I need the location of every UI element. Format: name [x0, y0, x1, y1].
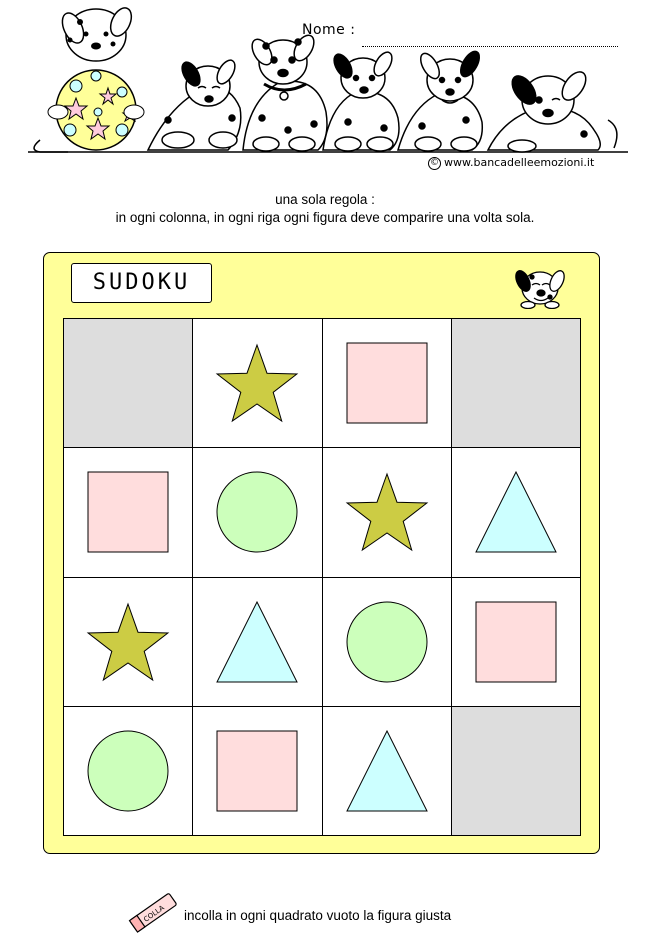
triangle-icon — [466, 462, 566, 562]
rule-text: in ogni colonna, in ogni riga ogni figura deve comparire una volta sola. — [115, 210, 535, 225]
star-icon — [78, 592, 178, 692]
footer-instruction: incolla in ogni quadrato vuoto la figura giusta — [184, 908, 452, 923]
grid-cell-r1-c2 — [193, 319, 321, 447]
triangle-icon — [337, 721, 437, 821]
square-icon — [337, 333, 437, 433]
name-label: Nome : — [302, 22, 356, 38]
star-icon — [207, 333, 307, 433]
circle-shape — [217, 472, 297, 552]
grid-cell-r1-c1[interactable] — [64, 319, 192, 447]
triangle-shape — [476, 472, 556, 552]
circle-icon — [207, 462, 307, 562]
grid-cell-r2-c4 — [452, 448, 580, 576]
website-text: www.bancadelleemozioni.it — [444, 156, 595, 169]
grid-cell-r2-c1 — [64, 448, 192, 576]
grid-cell-r3-c2 — [193, 578, 321, 706]
grid-cell-r1-c4[interactable] — [452, 319, 580, 447]
website-credit — [428, 156, 594, 170]
circle-icon — [78, 721, 178, 821]
name-field-line[interactable] — [362, 36, 618, 47]
circle-shape — [347, 602, 427, 682]
grid-cell-r4-c1 — [64, 707, 192, 835]
square-shape — [217, 731, 297, 811]
star-shape — [217, 345, 297, 421]
square-icon — [207, 721, 307, 821]
triangle-shape — [347, 731, 427, 811]
sudoku-title: SUDOKU — [71, 263, 212, 303]
grid-cell-r4-c2 — [193, 707, 321, 835]
square-icon — [466, 592, 566, 692]
lying-puppies-icon — [148, 32, 617, 152]
square-shape — [476, 602, 556, 682]
square-shape — [88, 472, 168, 552]
square-shape — [347, 343, 427, 423]
glue-stick-icon — [125, 888, 183, 936]
grid-cell-r4-c3 — [323, 707, 451, 835]
star-shape — [88, 604, 168, 680]
grid-cell-r2-c3 — [323, 448, 451, 576]
circle-shape — [88, 731, 168, 811]
copyright-icon: © — [430, 157, 439, 168]
puppy-face-icon — [510, 261, 570, 309]
rule-title: una sola regola : — [275, 192, 375, 207]
glue-label: COLLA — [142, 903, 166, 924]
triangle-shape — [217, 602, 297, 682]
grid-cell-r4-c4[interactable] — [452, 707, 580, 835]
sudoku-grid — [63, 318, 581, 836]
grid-cell-r3-c1 — [64, 578, 192, 706]
square-icon — [78, 462, 178, 562]
triangle-icon — [207, 592, 307, 692]
grid-cell-r3-c3 — [323, 578, 451, 706]
sudoku-board — [43, 252, 600, 854]
grid-cell-r2-c2 — [193, 448, 321, 576]
circle-icon — [337, 592, 437, 692]
puppy-with-ball-icon — [34, 5, 144, 152]
star-icon — [337, 462, 437, 562]
grid-cell-r1-c3 — [323, 319, 451, 447]
grid-cell-r3-c4 — [452, 578, 580, 706]
star-shape — [347, 474, 427, 550]
